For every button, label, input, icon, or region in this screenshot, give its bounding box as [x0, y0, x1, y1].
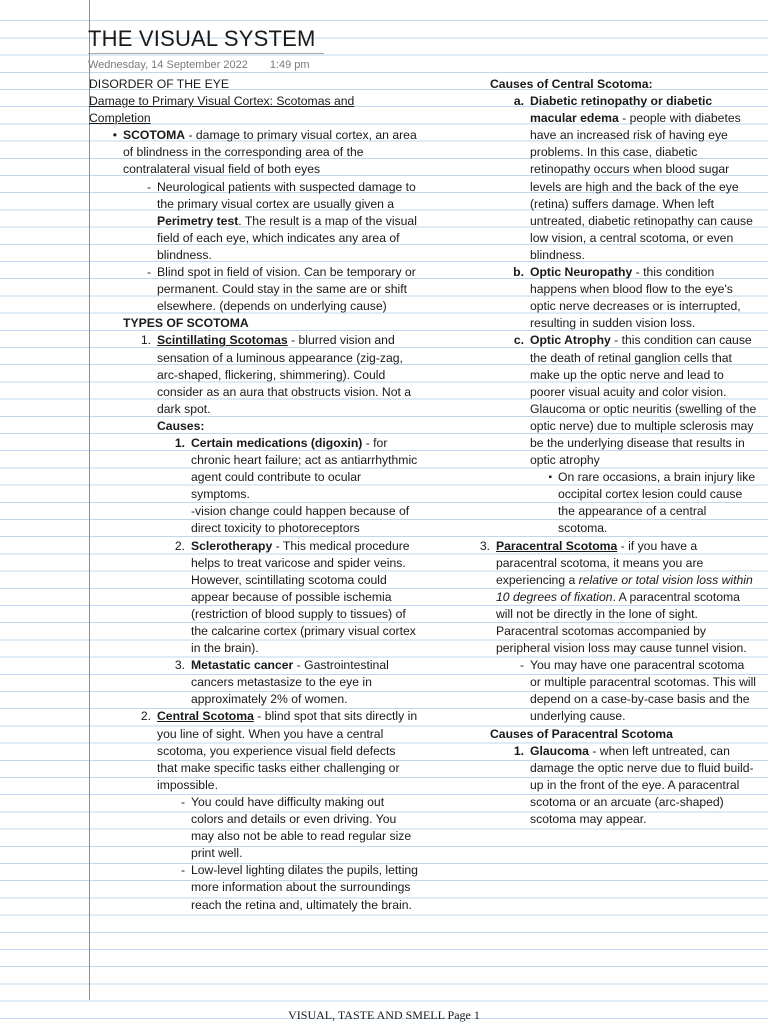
list-item-lighting	[89, 862, 419, 913]
term-optic-atrophy: Optic Atrophy	[530, 333, 611, 348]
glaucoma-text: - when left untreated, can damage the optic nerve due to fluid build-up in the front of the eye. A paracentral scotoma or an arcuate (arc-shaped) scotoma may appear.	[530, 743, 754, 827]
page-title[interactable]: THE VISUAL SYSTEM	[88, 26, 316, 51]
dash-marker: -	[180, 794, 185, 809]
list-item-paracentral	[458, 538, 758, 658]
heading-causes-paracentral: Causes of Paracentral Scotoma	[490, 726, 673, 741]
term-glaucoma: Glaucoma	[530, 743, 589, 758]
number-marker: 2.	[140, 709, 151, 724]
time: 1:49 pm	[269, 59, 310, 71]
multiple-paracentral-text: You may have one paracentral scotoma or multiple paracentral scotomas. This will depend on a case-by-case basis and the underlying cause.	[530, 658, 757, 724]
heading-causes-central: Causes of Central Scotoma:	[490, 77, 653, 91]
list-item-central-scotoma	[89, 708, 419, 793]
list-item-multiple-paracentral	[458, 657, 758, 725]
lighting-text: Low-level lighting dilates the pupils, letting more information about the surroundings reach the retina and, ultimately the brain.	[191, 863, 418, 912]
term-scotoma: SCOTOMA	[123, 128, 186, 143]
list-item-glaucoma	[458, 743, 758, 828]
optic-atrophy-text: - this condition can cause the death of retinal ganglion cells that make up the optic nerve and lead to poorer visual acuity and color vision. Glaucoma or optic neuritis (swelling of the optic nerve) due to multiple sclerosis may be the underlying disease that results in optic atrophy	[530, 333, 757, 468]
term-sclerotherapy: Sclerotherapy	[191, 538, 273, 553]
letter-marker: a.	[513, 94, 524, 109]
date-time	[88, 59, 332, 71]
term-metastatic: Metastatic cancer	[191, 658, 294, 673]
list-item-optic-atrophy	[458, 332, 758, 469]
number-marker: 3.	[174, 658, 185, 673]
metastatic-text: - Gastrointestinal cancers metastasize to the eye in approximately 2% of women.	[191, 658, 389, 707]
list-item-diabetic	[458, 93, 758, 264]
date: Wednesday, 14 September 2022	[88, 59, 248, 71]
title-underline	[88, 53, 324, 54]
letter-marker: c.	[513, 333, 524, 348]
term-perimetry: Perimetry test	[157, 213, 239, 228]
causes-label: Causes:	[157, 418, 205, 433]
central-scotoma-text: - blind spot that sits directly in you line of sight. When you have a central scotoma, you experience visual field defects that make specific tasks either challenging or impossible.	[157, 709, 418, 792]
list-item-optic-neuropathy	[458, 264, 758, 332]
left-column	[89, 76, 419, 914]
right-column	[458, 76, 758, 828]
list-item-perimetry	[89, 179, 419, 264]
square-bullet: ▪	[548, 472, 552, 484]
list-item-difficulty	[89, 794, 419, 862]
list-item-scintillating	[89, 332, 419, 417]
term-paracentral: Paracentral Scotoma	[496, 538, 618, 553]
letter-marker: b.	[513, 265, 524, 280]
list-item-metastatic	[89, 657, 419, 708]
dash-marker: -	[146, 179, 151, 194]
sclerotherapy-text: - This medical procedure helps to treat varicose and spider veins. However, scintillating scotoma could appear because of possible ischemia (restriction of blood supply to tissues) of the calcarine cortex (primary visual cortex in the brain).	[191, 538, 416, 656]
paracentral-text-italic: relative or total vision loss within 10 degrees of fixation	[496, 572, 753, 604]
difficulty-text: You could have difficulty making out colors and details or even driving. You may also not be able to read regular size print well.	[191, 794, 412, 861]
dash-marker: -	[519, 658, 524, 673]
list-item-sclerotherapy	[89, 538, 419, 658]
number-marker: 1.	[140, 333, 151, 348]
number-marker: 1.	[513, 743, 524, 758]
paracentral-text-b: . A paracentral scotoma will not be directly in the lone of sight. Paracentral scotomas accompanied by peripheral vision loss may cause tunnel vision.	[496, 589, 747, 656]
list-item-medications	[89, 435, 419, 538]
perimetry-text-a: Neurological patients with suspected damage to the primary visual cortex are usually given a	[157, 179, 416, 211]
perimetry-text-b: . The result is a map of the visual field of each eye, which indicates any area of blindness.	[157, 213, 417, 262]
dash-marker: -	[180, 863, 185, 878]
list-item-brain-injury	[458, 469, 758, 537]
scotoma-description: - damage to primary visual cortex, an area of blindness in the corresponding area of the contralateral visual field of both eyes	[123, 128, 417, 177]
term-optic-neuropathy: Optic Neuropathy	[530, 265, 633, 280]
number-marker: 3.	[479, 538, 490, 553]
brain-injury-text: On rare occasions, a brain injury like occipital cortex lesion could cause the appearance of a central scotoma.	[558, 470, 756, 536]
bullet-marker: •	[112, 128, 117, 143]
medications-text: - for chronic heart failure; act as antiarrhythmic agent could contribute to ocular symptoms.	[191, 435, 418, 502]
term-medications: Certain medications (digoxin)	[191, 435, 363, 450]
list-item-scotoma	[89, 127, 419, 178]
heading-damage: Damage to Primary Visual Cortex: Scotomas and Completion	[89, 94, 355, 126]
medications-extra: -vision change could happen because of direct toxicity to photoreceptors	[191, 504, 410, 536]
optic-neuropathy-text: - this condition happens when blood flow to the eye's optic nerve decreases or is interrupted, resulting in sudden vision loss.	[530, 265, 741, 331]
scintillating-text: - blurred vision and sensation of a luminous appearance (zig-zag, arc-shaped, flickering, shimmering). Could consider as an aura that obstructs vision. Not a dark spot.	[157, 333, 412, 416]
diabetic-text: - people with diabetes have an increased risk of having eye problems. In this case, diabetic retinopathy occurs when blood sugar levels are high and the back of the eye (retina) suffers damage. When left untreated, diabetic retinopathy can cause low vision, a central scotoma, or even blindness.	[530, 111, 753, 262]
list-item-blind-spot	[89, 264, 419, 315]
blind-spot-text: Blind spot in field of vision. Can be temporary or permanent. Could stay in the same are or shift elsewhere. (depends on underlying cause)	[157, 265, 416, 314]
number-marker: 1.	[174, 435, 185, 450]
term-scintillating: Scintillating Scotomas	[157, 333, 288, 348]
paracentral-text-a: - if you have a paracentral scotoma, it means you are experiencing a	[496, 538, 704, 587]
term-diabetic: Diabetic retinopathy or diabetic macular edema	[530, 94, 713, 126]
number-marker: 2.	[174, 538, 185, 553]
page-footer: VISUAL, TASTE AND SMELL Page 1	[288, 1008, 480, 1022]
heading-disorder: DISORDER OF THE EYE	[89, 77, 229, 91]
term-central-scotoma: Central Scotoma	[157, 709, 254, 724]
dash-marker: -	[146, 265, 151, 280]
heading-types: TYPES OF SCOTOMA	[123, 316, 249, 331]
